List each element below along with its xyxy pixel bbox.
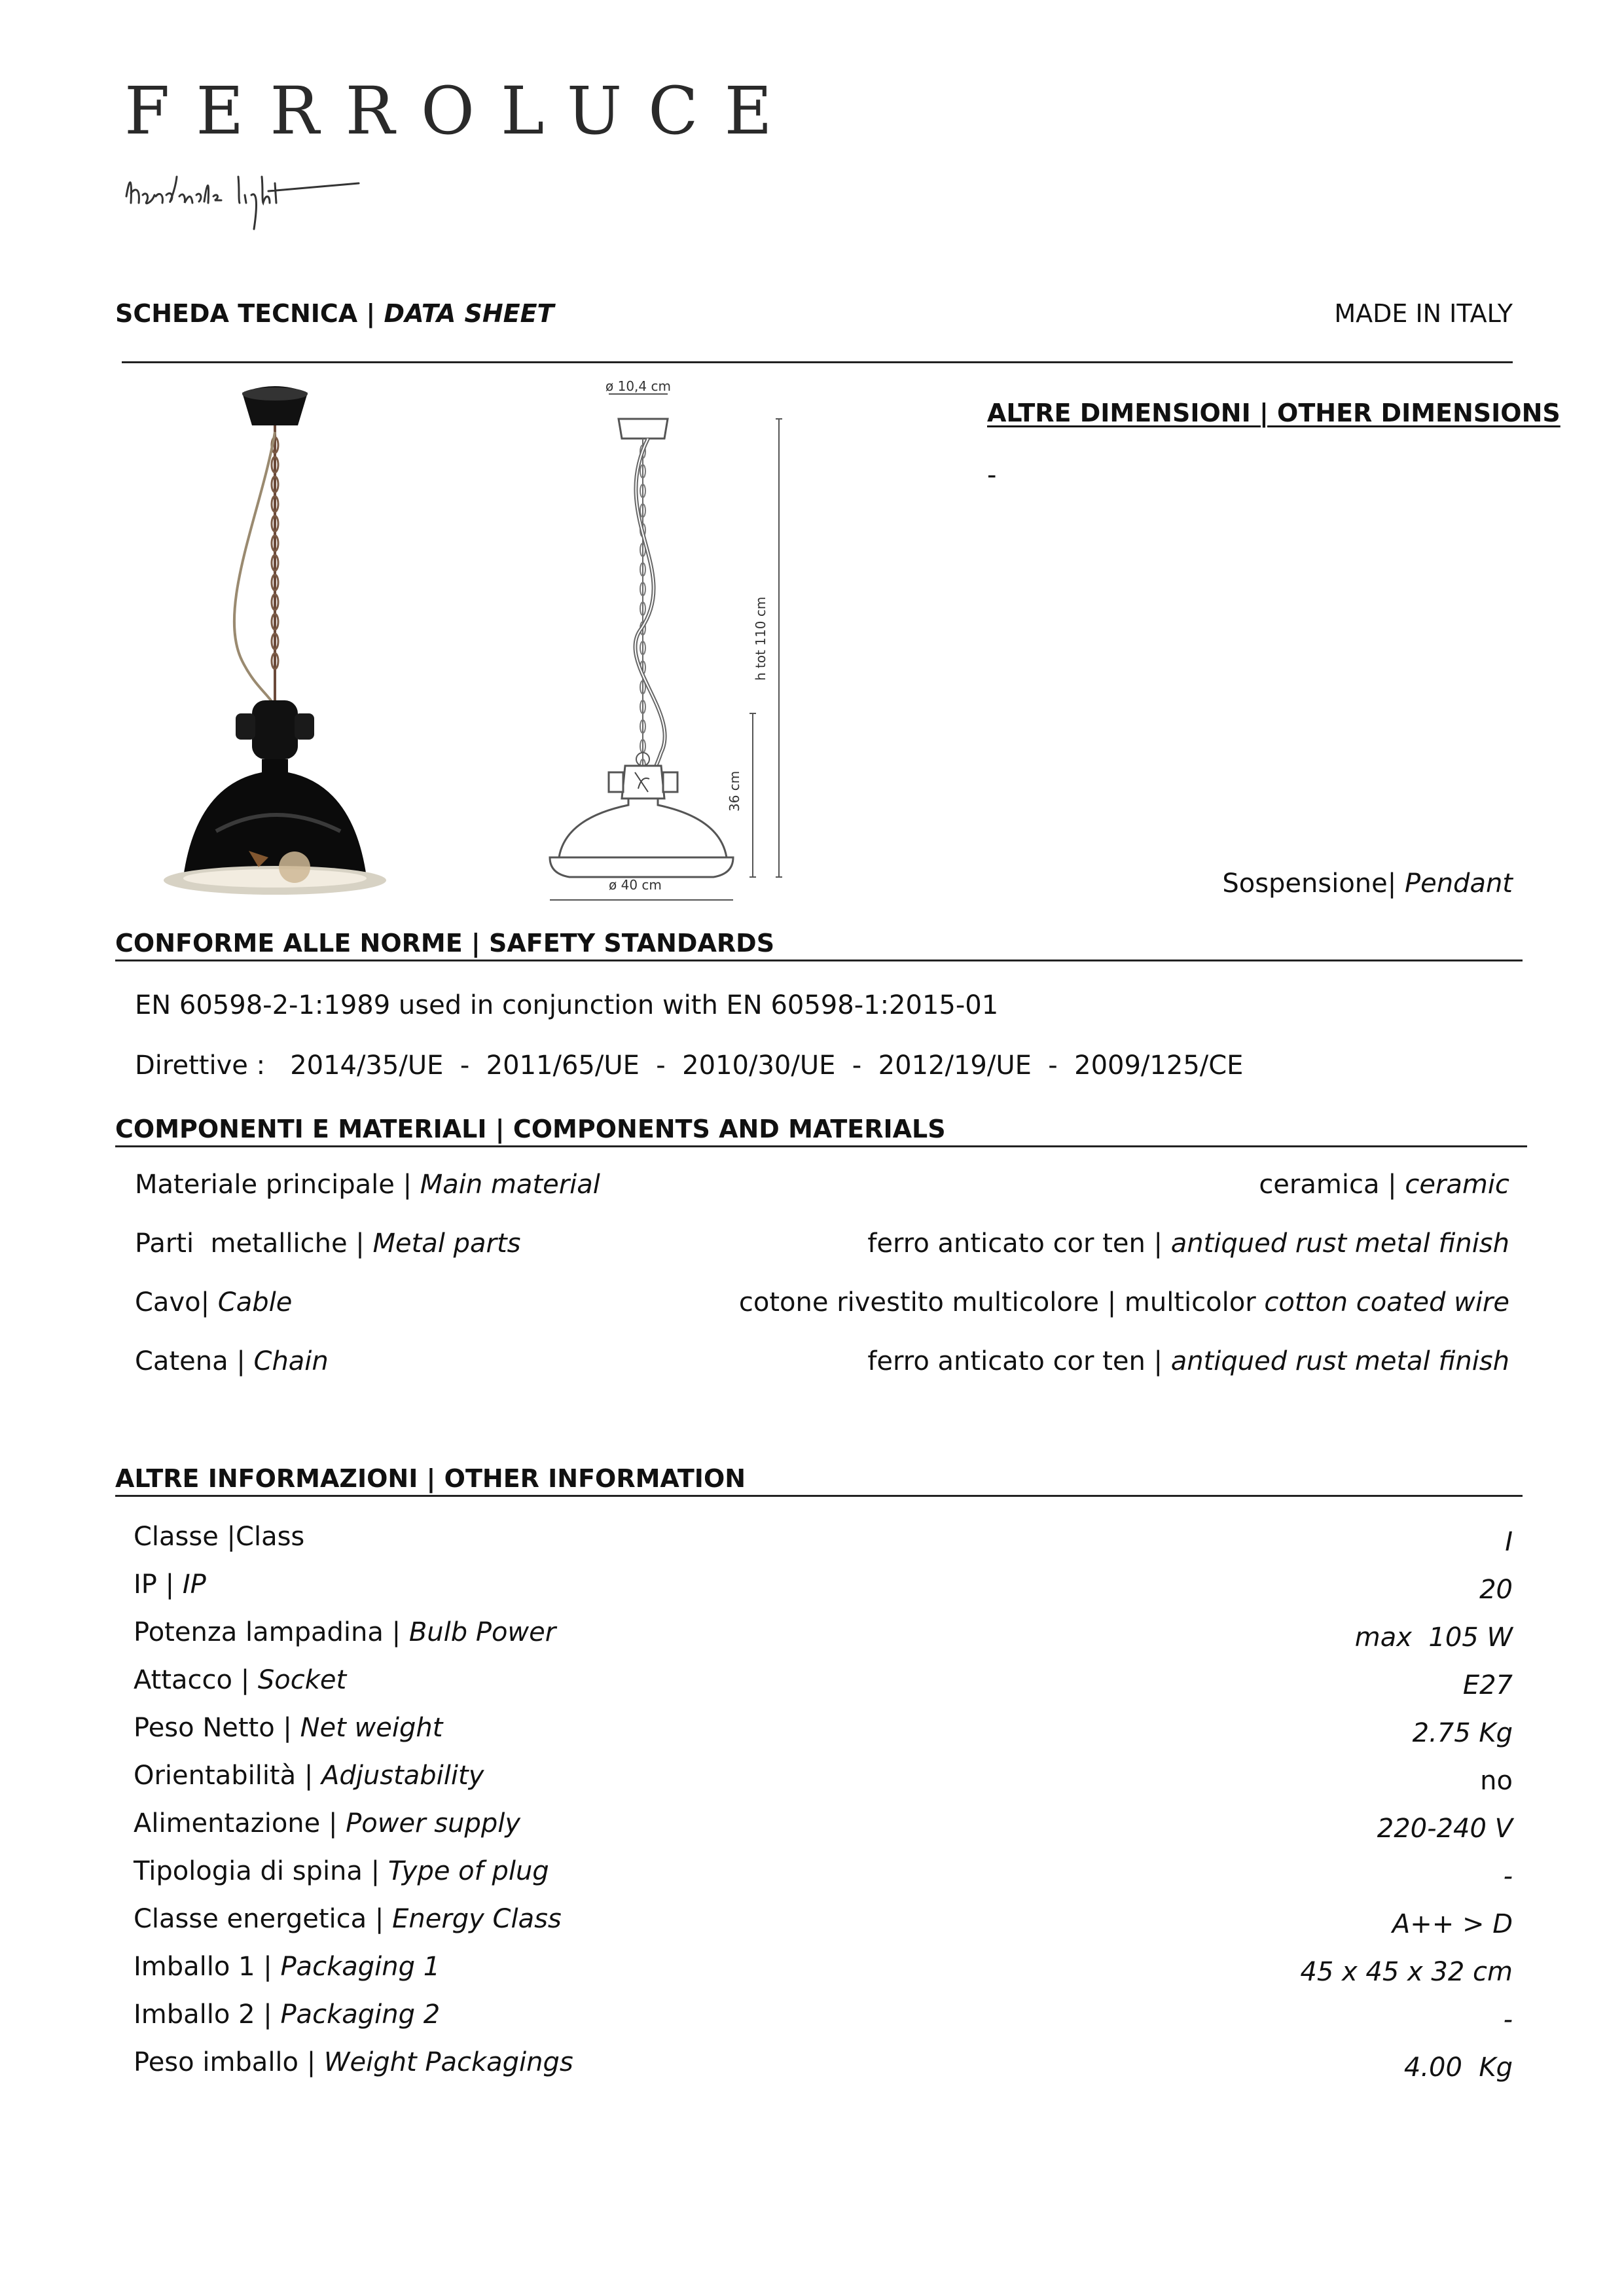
table-row (135, 1348, 1509, 1407)
label-en: Net weight (300, 1713, 443, 1743)
label-en: Energy Class (392, 1904, 562, 1934)
other-dimensions-title: ALTRE DIMENSIONI | OTHER DIMENSIONS (987, 399, 1561, 427)
label-en: Type of plug (388, 1856, 549, 1886)
table-row (134, 1954, 1513, 2001)
table-row (134, 1571, 1513, 1619)
label-en: IP (182, 1570, 206, 1600)
lamp-type-en: Pendant (1404, 869, 1513, 899)
info-label (134, 1906, 562, 1932)
info-value: - (1503, 1861, 1513, 1892)
value-it: ferro anticato cor ten | (867, 1229, 1171, 1259)
component-label (135, 1172, 600, 1198)
info-label (134, 1858, 549, 1884)
label-it: Orientabilità | (134, 1761, 322, 1791)
label-it: Catena | (135, 1346, 254, 1376)
label-it: Imballo 1 | (134, 1952, 281, 1982)
standards-line-2: Direttive : 2014/35/UE - 2011/65/UE - 2010/30/UE - 2012/19/UE - 2009/125/CE (135, 1050, 1244, 1081)
label-it: Materiale principale | (135, 1170, 420, 1200)
label-it: Peso imballo | (134, 2047, 324, 2077)
info-label (134, 2049, 573, 2075)
label-en: Main material (420, 1170, 600, 1200)
label-en: Cable (217, 1287, 293, 1318)
value-en: antiqued rust metal finish (1170, 1346, 1509, 1376)
table-row (134, 1858, 1513, 1906)
component-label (135, 1348, 329, 1374)
standards-title: CONFORME ALLE NORME | SAFETY STANDARDS (115, 929, 775, 958)
info-table (134, 1524, 1513, 2097)
label-it: IP | (134, 1570, 183, 1600)
component-label (135, 1289, 292, 1316)
label-en: Adjustability (321, 1761, 484, 1791)
info-title: ALTRE INFORMAZIONI | OTHER INFORMATION (115, 1464, 746, 1493)
label-it: Cavo| (135, 1287, 218, 1318)
info-label (134, 1954, 440, 1980)
value-en: cotton coated wire (1264, 1287, 1509, 1318)
components-divider (115, 1145, 1527, 1147)
lamp-photo (144, 380, 419, 903)
table-row (134, 1763, 1513, 1810)
header-divider (122, 361, 1513, 363)
info-label (134, 2001, 440, 2028)
table-row (134, 1619, 1513, 1667)
label-it: Potenza lampadina | (134, 1617, 409, 1647)
made-in-italy: MADE IN ITALY (1334, 299, 1513, 328)
lamp-type (1222, 870, 1513, 897)
datasheet-title (115, 301, 554, 326)
table-row (135, 1230, 1509, 1289)
info-value: 220-240 V (1377, 1814, 1513, 1844)
table-row (134, 1667, 1513, 1715)
info-value: 2.75 Kg (1412, 1718, 1513, 1748)
standards-line-1: EN 60598-2-1:1989 used in conjunction with EN 60598-1:2015-01 (135, 990, 999, 1020)
component-label (135, 1230, 521, 1257)
table-row (134, 1715, 1513, 1763)
info-label (134, 1763, 484, 1789)
info-value: no (1480, 1766, 1513, 1796)
info-label (134, 1667, 346, 1693)
info-value: E27 (1462, 1670, 1513, 1700)
shade-height-label: 36 cm (727, 770, 742, 812)
label-it: Peso Netto | (134, 1713, 300, 1743)
component-value (867, 1230, 1509, 1257)
table-row (134, 1906, 1513, 1954)
value-it: ferro anticato cor ten | (867, 1346, 1171, 1376)
lamp-type-it: Sospensione| (1222, 869, 1405, 899)
info-label (134, 1571, 206, 1598)
label-it: Parti metalliche | (135, 1229, 373, 1259)
info-label (134, 1810, 520, 1837)
component-value (867, 1348, 1509, 1374)
top-diameter-label: ø 10,4 cm (605, 378, 671, 394)
label-en: Bulb Power (408, 1617, 556, 1647)
info-value: 45 x 45 x 32 cm (1300, 1957, 1513, 1987)
label-en: Power supply (346, 1808, 521, 1839)
info-value: 20 (1479, 1575, 1513, 1605)
brand-logo: FERROLUCE (124, 73, 799, 149)
info-value: I (1505, 1527, 1513, 1557)
components-table (135, 1172, 1509, 1407)
label-it: Classe |Class (134, 1522, 305, 1552)
component-value (1259, 1172, 1509, 1198)
table-row (134, 1810, 1513, 1858)
table-row (135, 1172, 1509, 1230)
info-value: - (1503, 2005, 1513, 2035)
value-en: ceramic (1405, 1170, 1509, 1200)
value-it: ceramica | (1259, 1170, 1405, 1200)
label-it: Tipologia di spina | (134, 1856, 388, 1886)
info-divider (115, 1495, 1523, 1497)
info-label (134, 1715, 442, 1741)
info-label (134, 1619, 556, 1645)
label-it: Attacco | (134, 1665, 258, 1695)
total-height-label: h tot 110 cm (753, 596, 768, 681)
component-value (739, 1289, 1509, 1316)
label-it: Imballo 2 | (134, 2000, 281, 2030)
datasheet-title-it: SCHEDA TECNICA | (115, 299, 384, 328)
components-title: COMPONENTI E MATERIALI | COMPONENTS AND MATERIALS (115, 1115, 946, 1143)
info-value: max 105 W (1354, 1623, 1513, 1653)
other-dimensions-value: - (987, 460, 997, 490)
standards-divider (115, 960, 1523, 961)
label-en: Packaging 1 (280, 1952, 441, 1982)
label-en: Metal parts (372, 1229, 521, 1259)
table-row (135, 1289, 1509, 1348)
info-value: 4.00 Kg (1403, 2053, 1513, 2083)
info-label (134, 1524, 304, 1550)
label-it: Classe energetica | (134, 1904, 393, 1934)
datasheet-title-en: DATA SHEET (384, 299, 554, 328)
technical-drawing (537, 373, 838, 916)
label-en: Socket (257, 1665, 347, 1695)
value-it: cotone rivestito multicolore | multicolor (738, 1287, 1265, 1318)
label-en: Packaging 2 (280, 2000, 441, 2030)
table-row (134, 2001, 1513, 2049)
label-en: Weight Packagings (323, 2047, 573, 2077)
table-row (134, 2049, 1513, 2097)
table-row (134, 1524, 1513, 1571)
label-it: Alimentazione | (134, 1808, 346, 1839)
info-value: A++ > D (1392, 1909, 1513, 1939)
tagline-signature (123, 157, 372, 236)
label-en: Chain (253, 1346, 329, 1376)
value-en: antiqued rust metal finish (1170, 1229, 1509, 1259)
bottom-diameter-label: ø 40 cm (609, 877, 662, 893)
